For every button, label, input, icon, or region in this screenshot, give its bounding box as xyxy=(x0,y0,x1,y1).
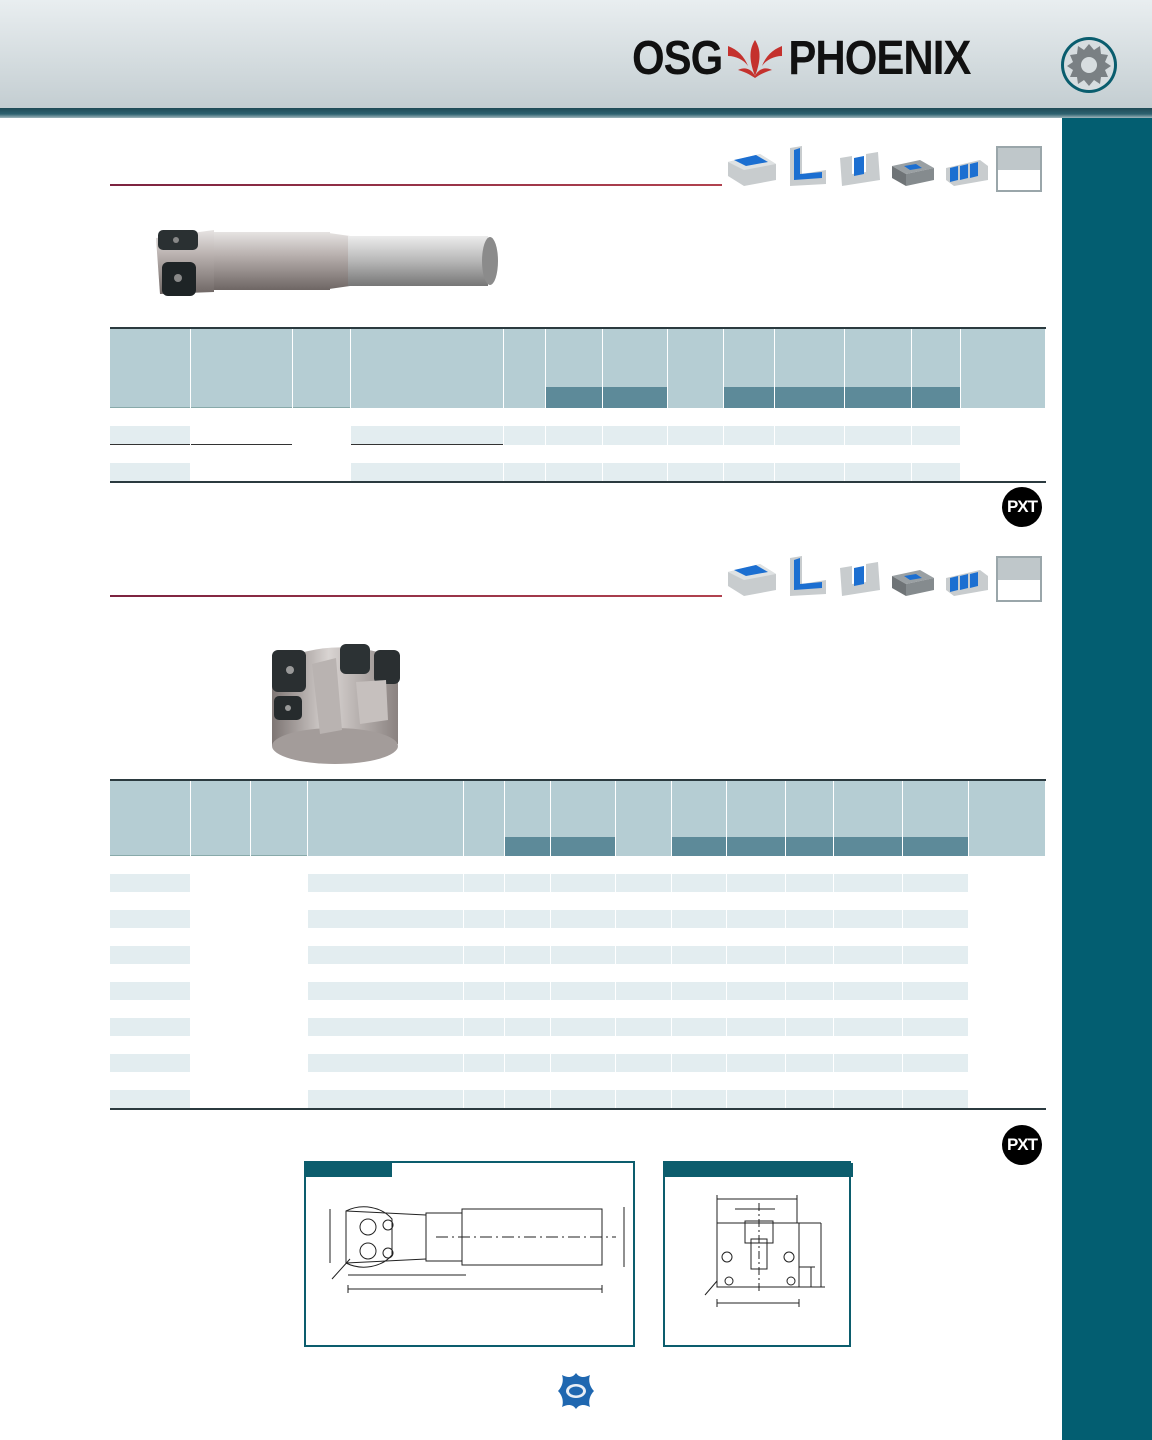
end-mill-dimension-diagram xyxy=(304,1161,635,1347)
section2-spec-table xyxy=(110,779,1046,1110)
section2-title-rule xyxy=(110,595,722,597)
table-header-row xyxy=(110,328,1045,387)
section2-pxt-badge: PXT xyxy=(1002,1125,1042,1165)
face-mill-image xyxy=(262,634,404,766)
ramping-icon xyxy=(944,564,990,598)
section2-operation-icons xyxy=(726,554,990,598)
page-header xyxy=(0,0,1152,110)
table-row xyxy=(110,408,1045,427)
end-mill-drawing xyxy=(306,1163,633,1345)
table-header-row xyxy=(110,780,1045,837)
face-milling-icon xyxy=(726,146,778,188)
table-row xyxy=(110,856,1045,875)
ramping-icon xyxy=(944,154,990,188)
osg-logo-icon xyxy=(556,1371,596,1411)
slotting-icon xyxy=(838,148,882,188)
shoulder-milling-icon xyxy=(786,144,830,188)
slotting-icon xyxy=(838,558,882,598)
face-milling-icon xyxy=(726,556,778,598)
end-mill-image xyxy=(150,222,506,300)
section1-title-rule xyxy=(110,184,722,186)
face-mill-drawing xyxy=(665,1163,849,1345)
gear-icon xyxy=(1060,36,1118,94)
brand-left-text: OSG xyxy=(632,30,723,85)
section2-insert-badge-box xyxy=(996,556,1042,602)
header-rule xyxy=(0,108,1152,118)
section1-pxt-badge: PXT xyxy=(1002,487,1042,527)
brand-right-text: PHOENIX xyxy=(788,30,971,85)
pocketing-icon xyxy=(890,566,936,598)
table-row xyxy=(110,445,1045,464)
section1-operation-icons xyxy=(726,144,990,188)
pocketing-icon xyxy=(890,156,936,188)
phoenix-emblem-icon xyxy=(724,36,786,80)
face-mill-dimension-diagram xyxy=(663,1161,851,1347)
brand-logo xyxy=(632,30,971,85)
section1-insert-badge-box xyxy=(996,146,1042,192)
section1-spec-table xyxy=(110,327,1046,483)
right-sidebar-tab xyxy=(1062,118,1152,1440)
shoulder-milling-icon xyxy=(786,554,830,598)
